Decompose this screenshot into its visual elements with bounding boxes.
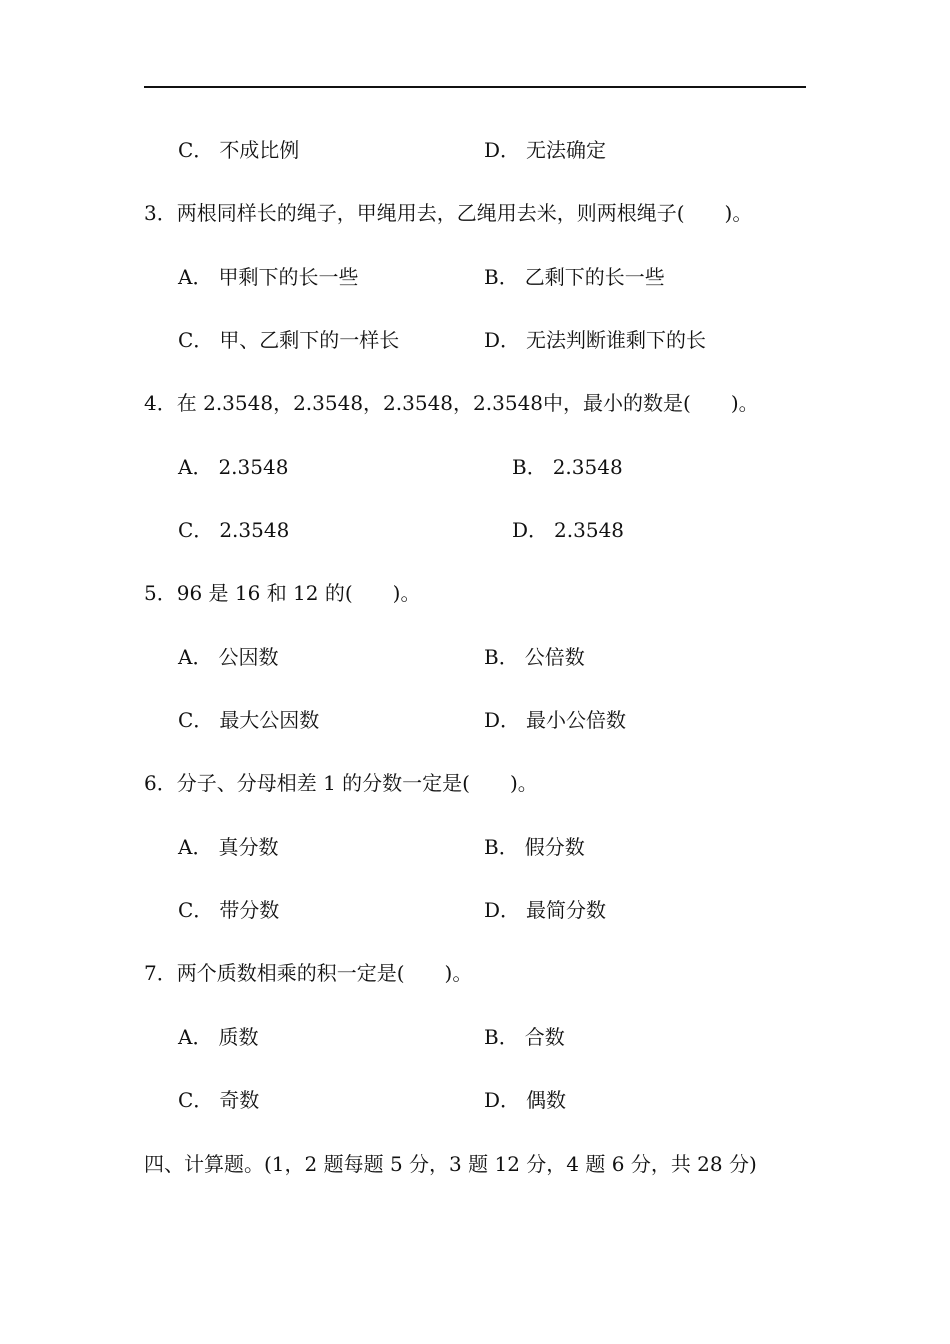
question-text: 96 是 16 和 12 的( )。 (176, 581, 421, 605)
question-5 (144, 579, 420, 607)
question-number: 6． (144, 771, 177, 795)
option-text: 无法判断谁剩下的长 (526, 328, 707, 352)
q2-option-d (484, 136, 606, 164)
option-label: C． (178, 1088, 214, 1112)
question-number: 5． (144, 581, 177, 605)
q3-option-d (484, 326, 706, 354)
q5-option-b (484, 643, 585, 671)
q3-option-b (484, 263, 665, 291)
option-label: B． (484, 835, 519, 859)
option-text: 甲剩下的长一些 (218, 265, 359, 289)
q3-option-a (178, 263, 358, 291)
q6-option-a (178, 833, 278, 861)
q7-option-b (484, 1023, 565, 1051)
q6-option-b (484, 833, 585, 861)
option-text: 最小公倍数 (526, 708, 627, 732)
option-label: D． (484, 708, 521, 732)
question-3 (144, 199, 752, 227)
option-text: 合数 (524, 1025, 565, 1049)
option-label: C． (178, 898, 214, 922)
option-label: C． (178, 518, 214, 542)
option-text: 2.3548 (554, 518, 625, 542)
option-label: B． (484, 645, 519, 669)
option-label: D． (484, 1088, 521, 1112)
option-label: C． (178, 708, 214, 732)
option-text: 最大公因数 (219, 708, 320, 732)
q4-option-a (178, 453, 288, 481)
option-label: C． (178, 138, 214, 162)
option-text: 无法确定 (526, 138, 607, 162)
q3-option-c (178, 326, 399, 354)
q5-option-d (484, 706, 626, 734)
option-text: 偶数 (526, 1088, 567, 1112)
option-text: 甲、乙剩下的一样长 (219, 328, 400, 352)
q7-option-c (178, 1086, 259, 1114)
option-label: D． (512, 518, 549, 542)
question-number: 3． (144, 201, 177, 225)
header-rule (144, 86, 806, 88)
q4-option-d (512, 516, 624, 544)
q6-option-d (484, 896, 606, 924)
question-6 (144, 769, 538, 797)
section-4-heading: 四、计算题。(1，2 题每题 5 分，3 题 12 分，4 题 6 分，共 28 分) (144, 1152, 757, 1176)
q5-option-c (178, 706, 319, 734)
option-label: D． (484, 898, 521, 922)
option-label: D． (484, 138, 521, 162)
option-text: 不成比例 (219, 138, 300, 162)
option-text: 公倍数 (524, 645, 585, 669)
option-label: A． (178, 835, 213, 859)
option-text: 乙剩下的长一些 (524, 265, 665, 289)
question-text: 两个质数相乘的积一定是( )。 (176, 961, 473, 985)
option-text: 质数 (218, 1025, 259, 1049)
option-text: 2.3548 (219, 518, 290, 542)
q6-option-c (178, 896, 279, 924)
q2-option-c (178, 136, 299, 164)
question-text: 在 2.3548，2.3548，2.3548，2.3548中，最小的数是( )。 (176, 391, 759, 415)
option-label: A． (178, 645, 213, 669)
option-label: B． (484, 1025, 519, 1049)
option-label: D． (484, 328, 521, 352)
option-text: 假分数 (524, 835, 585, 859)
question-text: 分子、分母相差 1 的分数一定是( )。 (176, 771, 538, 795)
question-text: 两根同样长的绳子，甲绳用去，乙绳用去米，则两根绳子( )。 (176, 201, 753, 225)
option-label: A． (178, 455, 213, 479)
option-label: A． (178, 1025, 213, 1049)
option-label: B． (484, 265, 519, 289)
question-7 (144, 959, 472, 987)
question-number: 7． (144, 961, 177, 985)
q5-option-a (178, 643, 278, 671)
option-text: 公因数 (218, 645, 279, 669)
q7-option-a (178, 1023, 258, 1051)
option-text: 带分数 (219, 898, 280, 922)
option-text: 奇数 (219, 1088, 260, 1112)
question-4 (144, 389, 759, 417)
option-label: C． (178, 328, 214, 352)
option-label: B． (512, 455, 547, 479)
option-text: 真分数 (218, 835, 279, 859)
q4-option-b (512, 453, 623, 481)
q7-option-d (484, 1086, 566, 1114)
question-number: 4． (144, 391, 177, 415)
option-label: A． (178, 265, 213, 289)
option-text: 最简分数 (526, 898, 607, 922)
option-text: 2.3548 (552, 455, 623, 479)
option-text: 2.3548 (218, 455, 289, 479)
q4-option-c (178, 516, 289, 544)
